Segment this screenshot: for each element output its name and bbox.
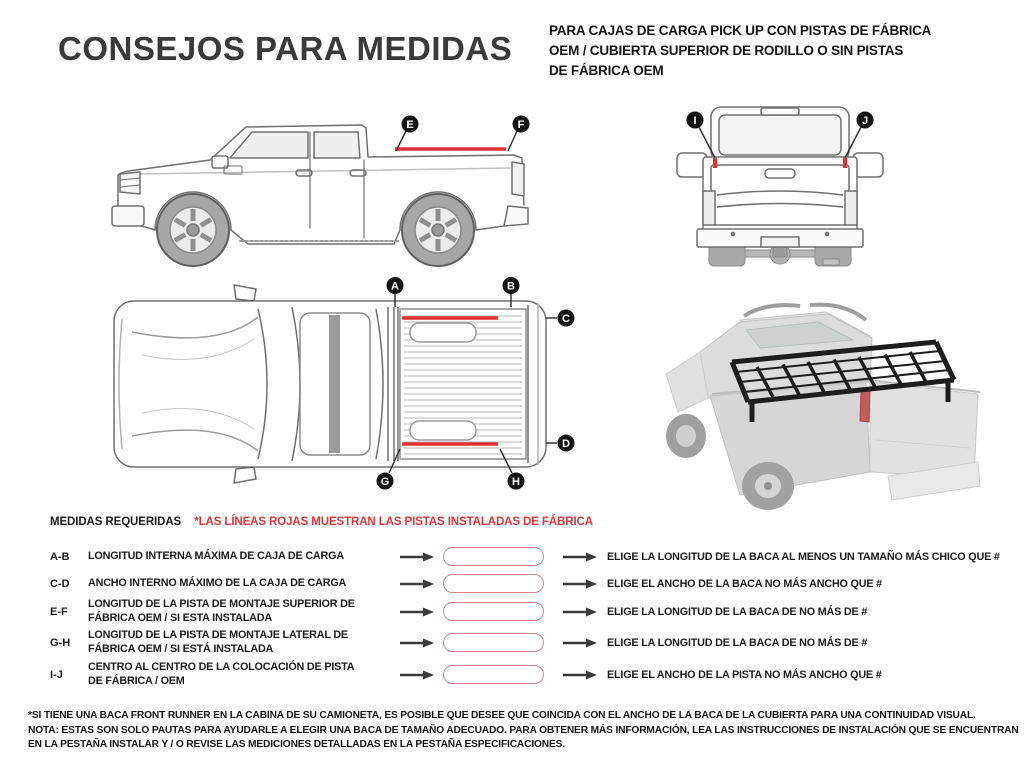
measurement-row-ab — [0, 547, 1024, 566]
row-key: A-B — [50, 550, 70, 563]
page-title: CONSEJOS PARA MEDIDAS — [58, 30, 513, 67]
measurement-row-ef — [0, 598, 1024, 625]
page-subtitle — [549, 21, 931, 81]
truck-rear-view-illustration — [673, 103, 887, 268]
measurement-row-ij — [0, 661, 1024, 688]
row-instruction: ELIGE LA LONGITUD DE LA BACA DE NO MÁS DE # — [607, 605, 868, 618]
footnote-line: NOTA: ESTAS SON SOLO PAUTAS PARA AYUDARLE A ELEGIR UNA BACA DE TAMAÑO ADECUADO. PARA OBTENER MÁS INFORMACIÓN, LEA LAS INSTRUCCIONES DE INSTALACIÓN QUE SE ENCUENTRAN — [28, 724, 1019, 736]
row-description: LONGITUD DE LA PISTA DE MONTAJE SUPERIOR DE — [88, 598, 355, 610]
row-description: LONGITUD INTERNA MÁXIMA DE CAJA DE CARGA — [88, 549, 344, 562]
right-arrow-icon — [563, 607, 597, 617]
svg-text:E: E — [406, 119, 414, 131]
subtitle-line: DE FÁBRICA OEM — [549, 63, 664, 78]
row-key: I-J — [50, 668, 63, 681]
svg-text:G: G — [380, 476, 390, 488]
row-description: CENTRO AL CENTRO DE LA COLOCACIÓN DE PISTA — [88, 661, 355, 673]
subtitle-line: PARA CAJAS DE CARGA PICK UP CON PISTAS DE FÁBRICA — [549, 23, 932, 38]
right-arrow-icon — [400, 579, 434, 589]
measurements-section-header — [50, 516, 593, 528]
row-key: C-D — [50, 577, 70, 590]
row-description: FÁBRICA OEM / SI ESTA INSTALADA — [88, 611, 272, 624]
measurement-input-ij[interactable] — [443, 665, 544, 684]
row-instruction: ELIGE EL ANCHO DE LA BACA NO MÁS ANCHO QUE # — [607, 577, 882, 590]
label-badge-c — [546, 310, 575, 327]
measurement-input-gh[interactable] — [443, 633, 544, 652]
row-description: DE FÁBRICA / OEM — [88, 674, 185, 687]
truck-side-view-illustration — [108, 110, 590, 268]
right-arrow-icon — [563, 638, 597, 648]
svg-text:C: C — [562, 313, 570, 325]
measurement-input-ef[interactable] — [443, 602, 544, 621]
section-title: MEDIDAS REQUERIDAS — [50, 516, 182, 528]
row-description: ANCHO INTERNO MÁXIMO DE LA CAJA DE CARGA — [88, 576, 347, 589]
svg-text:B: B — [507, 280, 515, 293]
label-badge-f — [508, 116, 530, 152]
red-lines-note: *LAS LÍNEAS ROJAS MUESTRAN LAS PISTAS INSTALADAS DE FÁBRICA — [194, 516, 593, 528]
svg-text:J: J — [861, 115, 869, 127]
measurement-row-cd — [0, 574, 1024, 593]
measurement-input-ab[interactable] — [443, 547, 544, 566]
measurement-rows — [0, 547, 1024, 688]
svg-text:F: F — [517, 119, 525, 131]
right-arrow-icon — [400, 670, 434, 680]
footnotes — [28, 709, 1019, 753]
label-badge-e — [396, 116, 419, 152]
right-arrow-icon — [400, 638, 434, 648]
right-arrow-icon — [400, 607, 434, 617]
truck-bed-rack-render — [648, 290, 1018, 518]
subtitle-line: OEM / CUBIERTA SUPERIOR DE RODILLO O SIN PISTAS — [549, 43, 904, 58]
measurement-input-cd[interactable] — [443, 574, 544, 593]
label-badge-d — [546, 435, 575, 452]
svg-text:H: H — [512, 476, 520, 488]
row-description: LONGITUD DE LA PISTA DE MONTAJE LATERAL DE — [88, 629, 348, 641]
footnote-line: *SI TIENE UNA BACA FRONT RUNNER EN LA CABINA DE SU CAMIONETA, ES POSIBLE QUE DESEE QUE COINCIDA CON EL ANCHO DE LA BACA DE LA CUBIERTA PARA UNA CONTINUIDAD VISUAL. — [28, 710, 976, 721]
right-arrow-icon — [400, 552, 434, 562]
footnote-line: EN LA PESTAÑA INSTALAR Y / O REVISE LAS MEDICIONES DETALLADAS EN LA PESTAÑA ESPECIFICACIONES. — [28, 739, 565, 750]
svg-text:I: I — [693, 115, 697, 127]
row-instruction: ELIGE LA LONGITUD DE LA BACA AL MENOS UN TAMAÑO MÁS CHICO QUE # — [607, 550, 1000, 563]
right-arrow-icon — [563, 670, 597, 680]
row-instruction: ELIGE EL ANCHO DE LA PISTA NO MÁS ANCHO QUE # — [607, 668, 882, 681]
row-key: G-H — [50, 636, 71, 649]
svg-text:A: A — [391, 280, 399, 293]
svg-text:D: D — [562, 438, 570, 450]
right-arrow-icon — [563, 552, 597, 562]
row-key: E-F — [50, 605, 68, 618]
right-arrow-icon — [563, 579, 597, 589]
truck-top-view-illustration — [108, 277, 590, 492]
measurement-row-gh — [0, 629, 1024, 656]
row-instruction: ELIGE LA LONGITUD DE LA BACA DE NO MÁS DE # — [607, 636, 868, 649]
row-description: FÁBRICA OEM / SI ESTÁ INSTALADA — [88, 642, 274, 655]
